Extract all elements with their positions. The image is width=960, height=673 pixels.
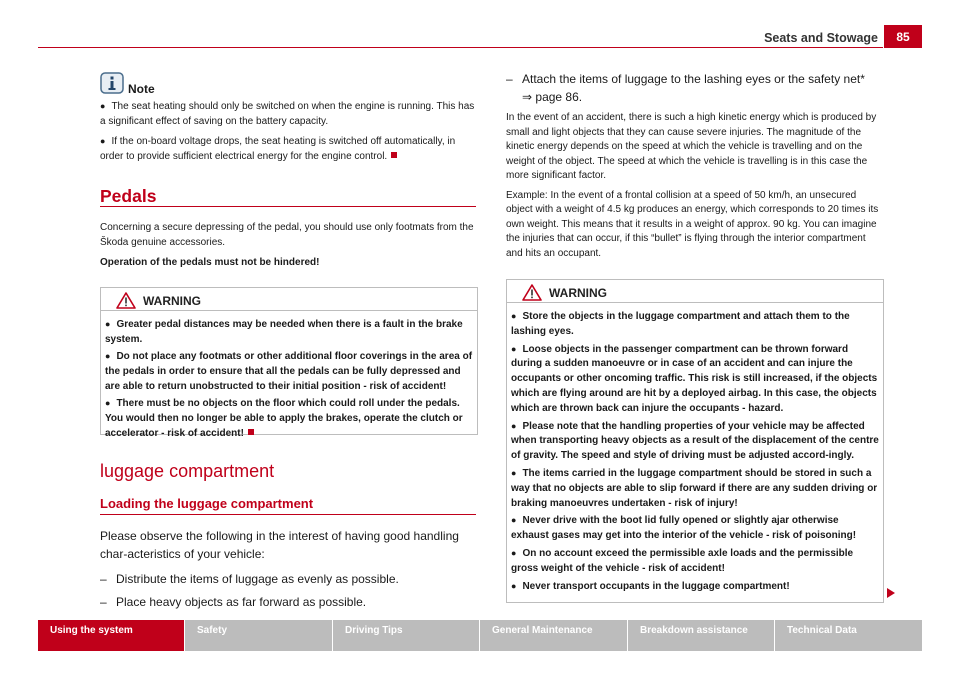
tab-technical-data[interactable]: Technical Data — [787, 625, 857, 636]
warning-item: ● Never transport occupants in the luggage compartment! — [511, 580, 790, 592]
list-item: – Place heavy objects as far forward as possible. — [100, 595, 367, 609]
warning-triangle-icon — [116, 292, 136, 314]
warning-header — [507, 280, 883, 303]
tab-general-maintenance[interactable]: General Maintenance — [480, 620, 628, 651]
heading-rule — [100, 514, 476, 515]
pedals-warning-box — [100, 287, 478, 439]
warning-item: ● Never drive with the boot lid fully opened or slightly ajar otherwise exhaust gases may get into the interior of the vehicle - risk of poisoning! — [511, 515, 857, 542]
example-paragraph: Example: In the event of a frontal collision at a speed of 50 km/h, an unsecured object with a weight of 4.5 kg produces an energy, which corresponds to 20 times its own weight. This means that it results in a weight of approx. 90 kg. You can imagine the injuries that can occur, if this “bullet” is flying through the interior compartment and hits an occupant. — [506, 189, 879, 259]
luggage-warning-box — [506, 279, 884, 603]
tab-safety[interactable]: Safety — [185, 620, 333, 651]
list-item: – Distribute the items of luggage as evenly as possible. — [100, 572, 399, 586]
header-rule — [38, 47, 883, 48]
pedals-bold-line: Operation of the pedals must not be hindered! — [100, 257, 320, 268]
warning-triangle-icon — [522, 284, 542, 306]
pedals-intro: Concerning a secure depressing of the pedal, you should use only footmats from the Škoda genuine accessories. — [100, 222, 474, 248]
luggage-heading: luggage compartment — [100, 461, 275, 481]
warning-item: ● The items carried in the luggage compartment should be stored in such a way that no objects are able to slip forward if there are any sudden driving or braking manoeuvres undertaken - risk of injury! — [511, 467, 878, 509]
tab-using-the-system[interactable]: Using the system — [38, 620, 185, 651]
note-list — [100, 99, 476, 164]
pedals-body — [100, 221, 476, 271]
warning-item: ● On no account exceed the permissible axle loads and the permissible gross weight of the vehicle - risk of accident! — [511, 547, 854, 574]
list-item: – Attach the items of luggage to the lashing eyes or the safety net* — [506, 72, 865, 86]
kinetic-energy-paragraph: In the event of an accident, there is such a high kinetic energy which is produced by small and light objects that they can cause severe injuries. The magnitude of the kinetic energy depends on the speed at which the vehicle is travelling and on the weight of the object. The speed at which the vehicle is travelling is in this case the more significant factor. — [506, 112, 877, 181]
tab-breakdown-assistance[interactable]: Breakdown assistance — [628, 620, 775, 651]
warning-item: ● There must be no objects on the floor which could roll under the pedals. You would then no longer be able to apply the brakes, operate the clutch or accelerator - risk of accident! — [105, 398, 463, 439]
warning-body — [101, 311, 477, 447]
warning-item: ● Greater pedal distances may be needed when there is a fault in the brake system. — [105, 319, 463, 345]
warning-body — [507, 303, 883, 600]
reference-arrow: ⇒ — [522, 90, 533, 104]
end-marker-icon — [248, 429, 254, 435]
luggage-body — [506, 111, 882, 261]
luggage-steps — [100, 570, 478, 611]
note-label: Note — [128, 82, 155, 96]
warning-item: ● Do not place any footmats or other additional floor coverings in the area of the pedals in order to ensure that all the pedals can be fully depressed and are able to return unobstructed to their initial position - risk of accident! — [105, 351, 473, 392]
warning-item: ● Store the objects in the luggage compartment and attach them to the lashing eyes. — [511, 311, 850, 337]
running-header-title: Seats and Stowage — [764, 31, 878, 45]
note-item: ● The seat heating should only be switched on when the engine is running. This has a significant effect of saving on the battery capacity. — [100, 101, 475, 127]
page-reference[interactable]: ⇒ page 86. — [522, 90, 583, 104]
end-marker-icon — [391, 152, 397, 158]
info-note-icon — [100, 72, 124, 99]
footer-nav — [38, 620, 922, 651]
luggage-subheading: Loading the luggage compartment — [100, 496, 314, 511]
page-number: 85 — [884, 25, 922, 48]
warning-item: ● Loose objects in the passenger compartment can be thrown forward during a sudden manoeuvre or in case of an accident and can injure the occupants or other oncoming traffic. This risk is still increased, if the objects which are flying around are hit by a deployed airbag. In this case, the objects which are thrown back can injure the occupants - hazard. — [511, 343, 878, 414]
tab-driving-tips[interactable]: Driving Tips — [333, 620, 480, 651]
warning-header — [101, 288, 477, 311]
next-page-arrow-icon[interactable] — [886, 586, 896, 604]
warning-title: WARNING — [549, 286, 607, 300]
warning-item: ● Please note that the handling properties of your vehicle may be affected when transporting heavy objects as a result of the displacement of the centre of gravity. The speed and style of driving must be adjusted accord-ingly. — [511, 420, 879, 462]
luggage-step-3 — [506, 70, 882, 106]
heading-rule — [100, 206, 476, 207]
luggage-intro: Please observe the following in the interest of having good handling char-acteristics of your vehicle: — [100, 529, 459, 561]
note-item: ● If the on-board voltage drops, the seat heating is switched off automatically, in order to provide sufficient electrical energy for the engine control. — [100, 136, 456, 162]
warning-title: WARNING — [143, 294, 201, 308]
pedals-heading: Pedals — [100, 186, 157, 206]
